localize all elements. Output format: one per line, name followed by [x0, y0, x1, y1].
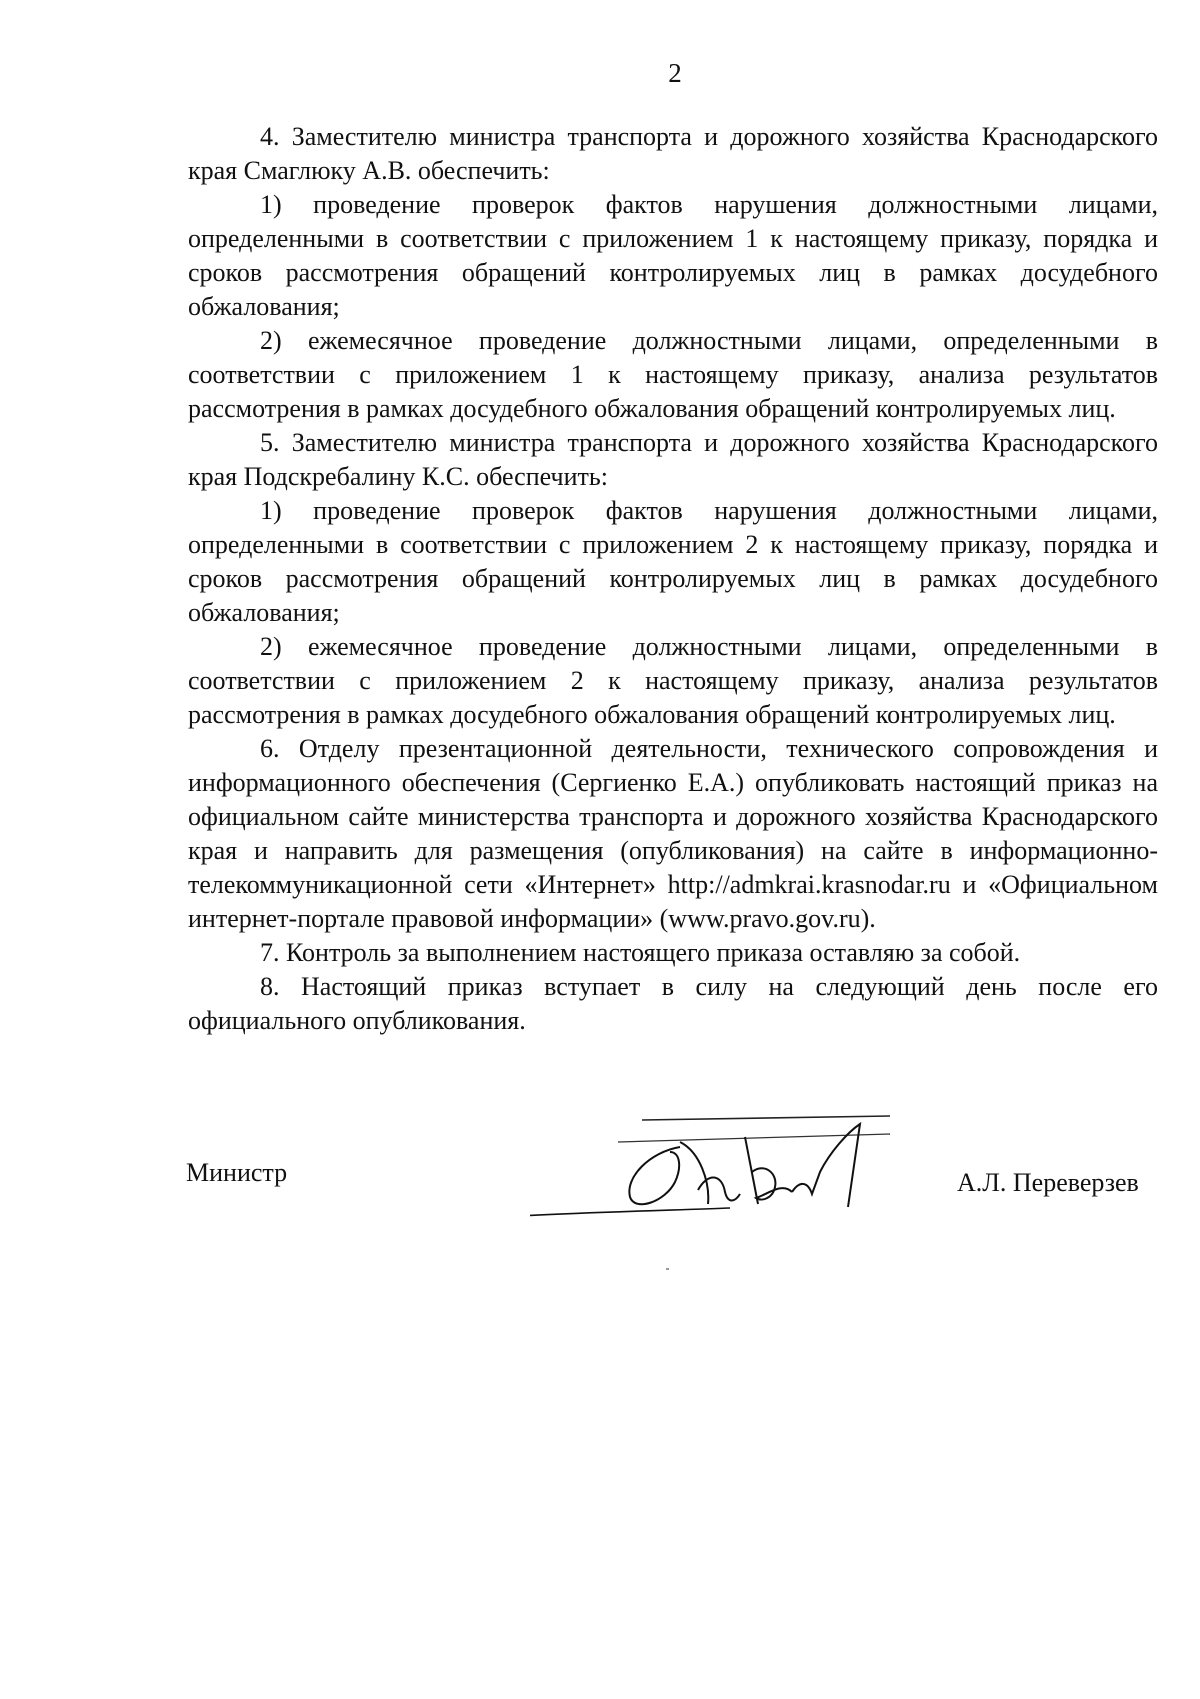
- paragraph-5-item-1: 1) проведение проверок фактов нарушения должностными лицами, определенными в соответствии с приложением 2 к настоящему приказу, порядка и сроков рассмотрения обращений контролируемых лиц в рамках досудебного обжалования;: [188, 496, 1158, 627]
- paragraph-5-item-2: 2) ежемесячное проведение должностными лицами, определенными в соответствии с приложением 2 к настоящему приказу, анализа результатов рассмотрения в рамках досудебного обжалования обращений контролируемых лиц.: [188, 632, 1158, 729]
- paragraph-4-item-2: 2) ежемесячное проведение должностными лицами, определенными в соответствии с приложением 1 к настоящему приказу, анализа результатов рассмотрения в рамках досудебного обжалования обращений контролируемых лиц.: [188, 326, 1158, 423]
- paragraph-4-item-1: 1) проведение проверок фактов нарушения должностными лицами, определенными в соответствии с приложением 1 к настоящему приказу, порядка и сроков рассмотрения обращений контролируемых лиц в рамках досудебного обжалования;: [188, 190, 1158, 321]
- paragraph-7: 7. Контроль за выполнением настоящего приказа оставляю за собой.: [260, 938, 1021, 967]
- signatory-name: А.Л. Переверзев: [957, 1168, 1139, 1197]
- page-number: 2: [668, 58, 682, 88]
- paragraph-6: 6. Отделу презентационной деятельности, технического сопровождения и информационного обеспечения (Сергиенко Е.А.) опубликовать настоящий приказ на официальном сайте министерства транспорта и дорожного хозяйства Краснодарского края и направить для размещения (опубликования) на сайте в информационно-телекоммуникационной сети «Интернет» http://admkrai.krasnodar.ru и «Официальном интернет-портале правовой информации» (www.pravo.gov.ru).: [188, 734, 1158, 933]
- signatory-title: Министр: [186, 1158, 288, 1187]
- paragraph-4: 4. Заместителю министра транспорта и дорожного хозяйства Краснодарского края Смаглюку А.В. обеспечить:: [188, 122, 1158, 185]
- paragraph-8: 8. Настоящий приказ вступает в силу на следующий день после его официального опубликования.: [188, 972, 1158, 1035]
- scan-mark: [666, 1268, 669, 1270]
- handwritten-signature: [530, 1112, 900, 1222]
- document-body: [188, 120, 1158, 1038]
- signature-block: [0, 1112, 1200, 1232]
- paragraph-5: 5. Заместителю министра транспорта и дорожного хозяйства Краснодарского края Подскребалину К.С. обеспечить:: [188, 428, 1158, 491]
